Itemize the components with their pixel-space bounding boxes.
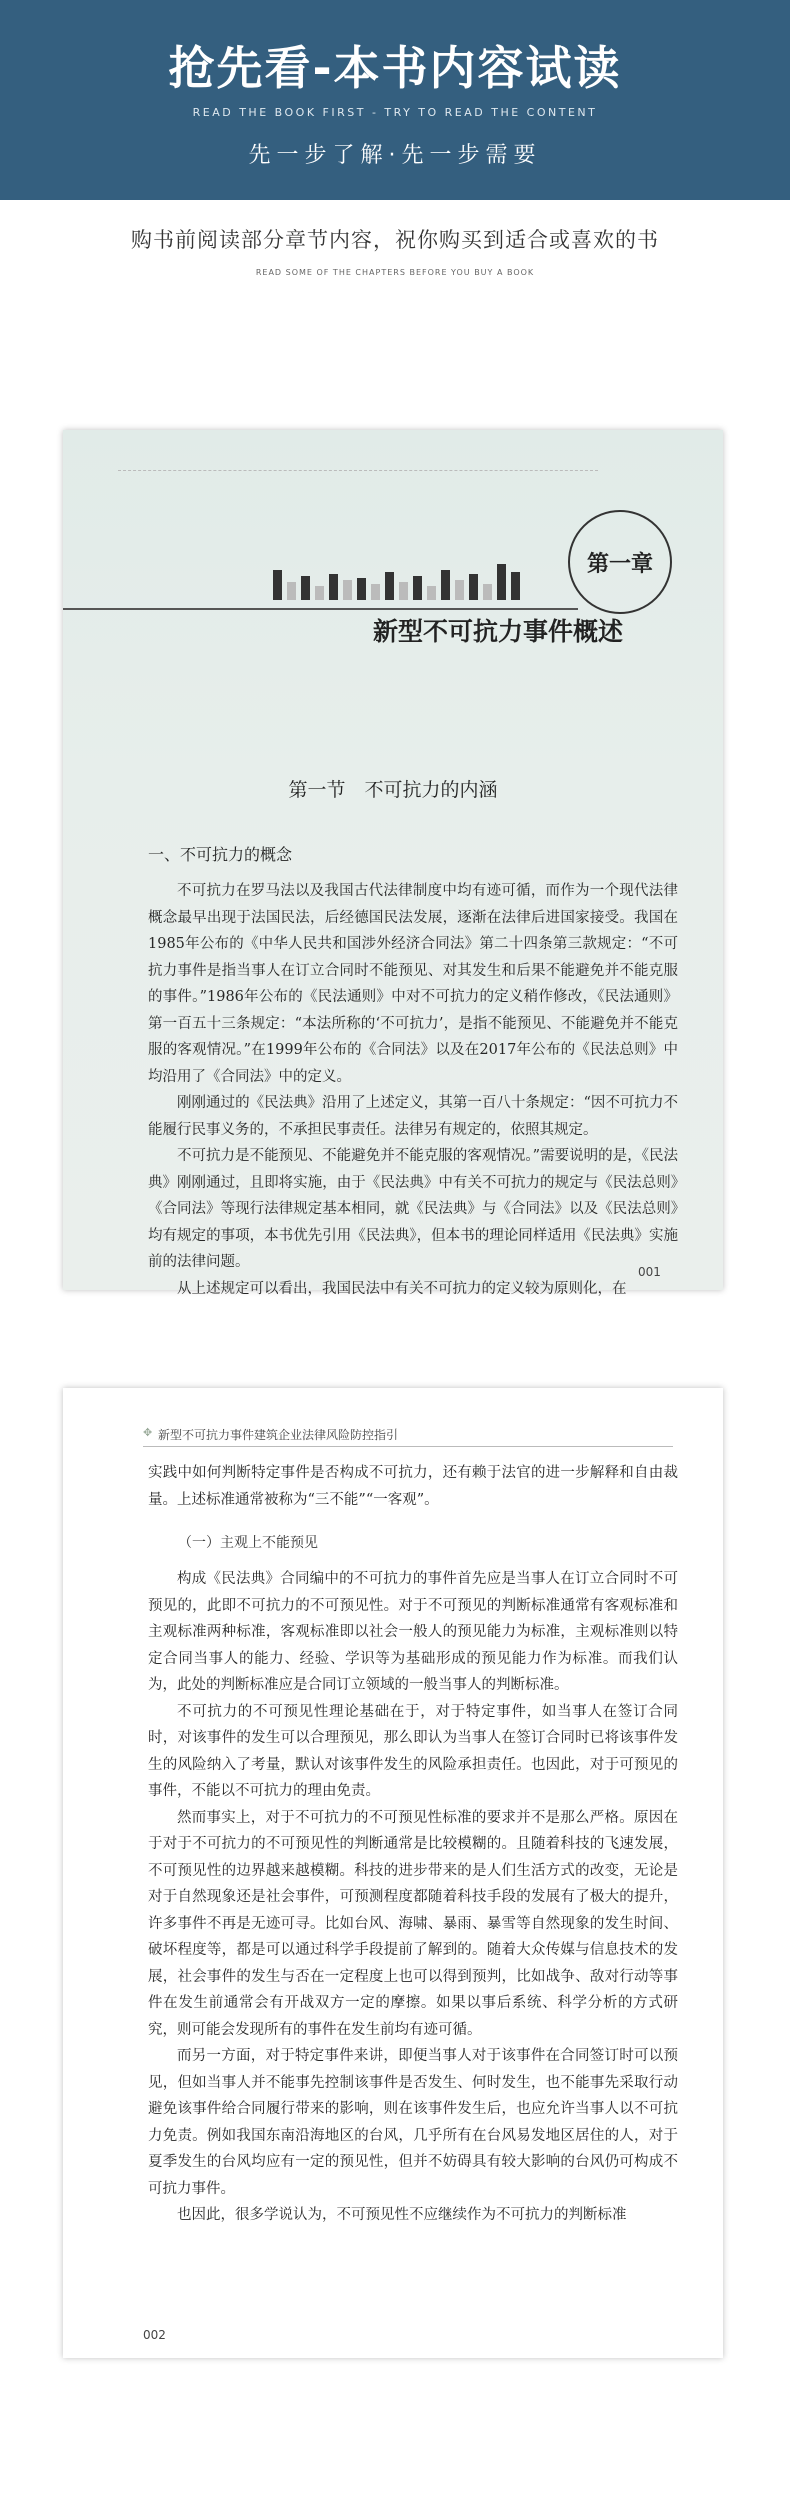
- page2-lead: [148, 1460, 678, 1513]
- page-number: 002: [143, 2328, 166, 2342]
- page1-body: [148, 878, 678, 1302]
- running-head-rule: [143, 1446, 673, 1447]
- chapter-title: 新型不可抗力事件概述: [373, 617, 624, 646]
- section-title: 第一节 不可抗力的内涵: [288, 779, 498, 801]
- paragraph: 构成《民法典》合同编中的不可抗力的事件首先应是当事人在订立合同时不可预见的，此即不可抗力的不可预见性。对于不可预见的判断标准通常有客观标准和主观标准两种标准，客观标准即以社会一般人的预见能力为标准，主观标准则以特定合同当事人的能力、经验、学识等为基础形成的预见能力作为标准。而我们认为，此处的判断标准应是合同订立领域的一般当事人的判断标准。: [148, 1571, 678, 1693]
- paragraph: 而另一方面，对于特定事件来讲，即便当事人对于该事件在合同签订时可以预见，但如当事人并不能事先控制该事件是否发生、何时发生，也不能事先采取行动避免该事件给合同履行带来的影响，则在该事件发生后，也应允许当事人以不可抗力免责。例如我国东南沿海地区的台风，几乎所有在台风易发地区居住的人，对于夏季发生的台风均应有一定的预见性，但并不妨碍具有较大影响的台风仍可构成不可抗力事件。: [148, 2048, 678, 2197]
- paragraph: 实践中如何判断特定事件是否构成不可抗力，还有赖于法官的进一步解释和自由裁量。上述标准通常被称为“三不能”“一客观”。: [148, 1465, 678, 1508]
- book-page-1: [63, 430, 723, 1297]
- leaf-icon: ✥: [143, 1426, 153, 1439]
- running-head-rule: [118, 470, 598, 472]
- paragraph: 从上述规定可以看出，我国民法中有关不可抗力的定义较为原则化，在: [177, 1280, 627, 1297]
- paragraph: 不可抗力是不能预见、不能避免并不能克服的客观情况。”需要说明的是，《民法典》刚刚通过，且即将实施，由于《民法典》中有关不可抗力的规定与《民法总则》《合同法》等现行法律规定基本相同，就《民法典》与《合同法》以及《民法总则》均有规定的事项，本书优先引用《民法典》，但本书的理论同样适用《民法典》实施前的法律问题。: [148, 1148, 678, 1270]
- banner-tagline: 先一步了解·先一步需要: [248, 143, 542, 168]
- banner-title: 抢先看-本书内容试读: [168, 41, 622, 95]
- chapter-decoration-bars: [273, 560, 533, 600]
- chapter-rule: [63, 608, 578, 610]
- paragraph: 不可抗力的不可预见性理论基础在于，对于特定事件，如当事人在签订合同时，对该事件的发生可以合理预见，那么即认为当事人在签订合同时已将该事件发生的风险纳入了考量，默认对该事件发生的风险承担责任。也因此，对于可预见的事件，不能以不可抗力的理由免责。: [148, 1703, 678, 1799]
- paragraph: 然而事实上，对于不可抗力的不可预见性标准的要求并不是那么严格。原因在于对于不可抗力的不可预见性的判断通常是比较模糊的。且随着科技的飞速发展，不可预见性的边界越来越模糊。科技的进步带来的是人们生活方式的改变，无论是对于自然现象还是社会事件，可预测程度都随着科技手段的发展有了极大的提升，许多事件不再是无迹可寻。比如台风、海啸、暴雨、暴雪等自然现象的发生时间、破坏程度等，都是可以通过科学手段提前了解到的。随着大众传媒与信息技术的发展，社会事件的发生与否在一定程度上也可以得到预判，比如战争、敌对行动等事件在发生前通常会有开战双方一定的摩擦。如果以事后系统、科学分析的方式研究，则可能会发现所有的事件在发生前均有迹可循。: [148, 1809, 678, 2038]
- chapter-badge: 第一章: [568, 510, 672, 614]
- subsubsection-heading: （一）主观上不能预见: [178, 1535, 318, 1551]
- paragraph: 也因此，很多学说认为，不可预见性不应继续作为不可抗力的判断标准: [177, 2207, 627, 2223]
- subsection-heading: 一、不可抗力的概念: [148, 845, 293, 864]
- header-banner: [0, 0, 790, 200]
- paragraph: 刚刚通过的《民法典》沿用了上述定义，其第一百八十条规定：“因不可抗力不能履行民事义务的，不承担民事责任。法律另有规定的，依照其规定。: [148, 1095, 678, 1138]
- intro-text: 购书前阅读部分章节内容，祝你购买到适合或喜欢的书: [131, 228, 659, 252]
- banner-subtitle-en: READ THE BOOK FIRST - TRY TO READ THE CONTENT: [192, 106, 598, 119]
- intro-text-en: READ SOME OF THE CHAPTERS BEFORE YOU BUY A BOOK: [255, 268, 535, 277]
- running-head: 新型不可抗力事件建筑企业法律风险防控指引: [158, 1428, 399, 1442]
- page-number: 001: [638, 1265, 661, 1279]
- page2-body: [148, 1566, 678, 2229]
- book-page-2: [63, 1388, 723, 2358]
- paragraph: 不可抗力在罗马法以及我国古代法律制度中均有迹可循，而作为一个现代法律概念最早出现于法国民法，后经德国民法发展，逐渐在法律后进国家接受。我国在1985年公布的《中华人民共和国涉外经济合同法》第二十四条第三款规定：“不可抗力事件是指当事人在订立合同时不能预见、对其发生和后果不能避免并不能克服的事件。”1986年公布的《民法通则》中对不可抗力的定义稍作修改，《民法通则》第一百五十三条规定：“本法所称的‘不可抗力’，是指不能预见、不能避免并不能克服的客观情况。”在1999年公布的《合同法》以及在2017年公布的《民法总则》中均沿用了《合同法》中的定义。: [148, 883, 678, 1085]
